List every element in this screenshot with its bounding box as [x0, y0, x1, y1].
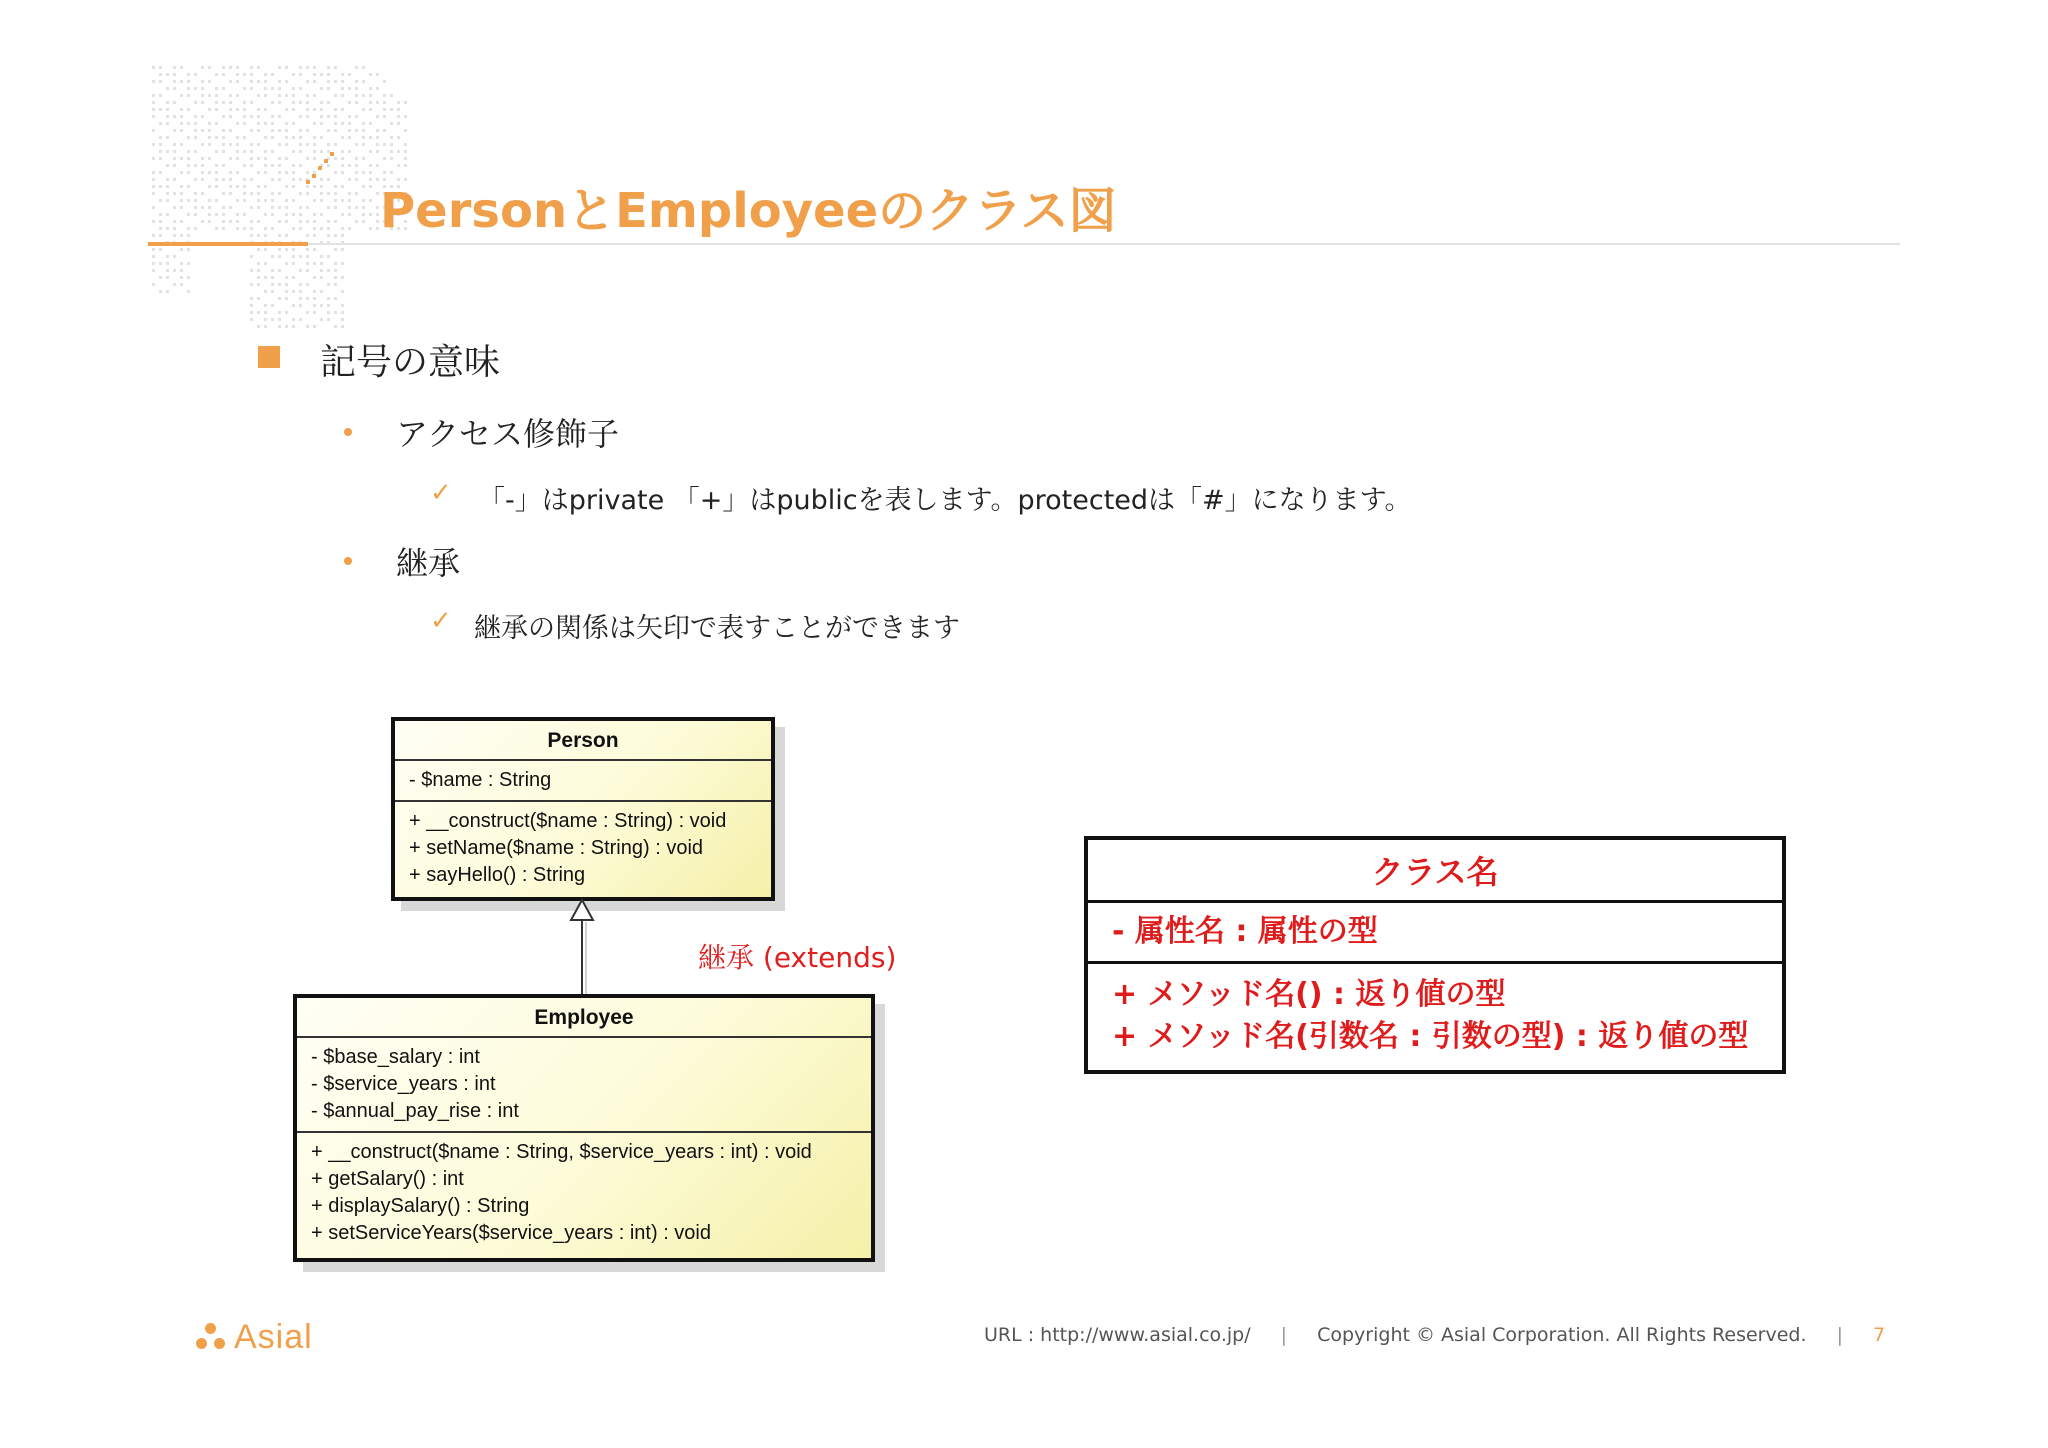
uml-operation: + setName($name : String) : void [409, 837, 704, 859]
dot-bullet-icon [344, 557, 352, 565]
legend-operations [1088, 964, 1782, 1058]
asial-logo [196, 1318, 313, 1357]
uml-operations [297, 1133, 871, 1253]
footer-copyright: Copyright © Asial Corporation. All Rights Reserved. [1317, 1324, 1807, 1346]
dot-bullet-icon [344, 428, 352, 436]
uml-operation: + __construct($name : String, $service_years : int) : void [311, 1141, 812, 1163]
slide-title: PersonとEmployeeのクラス図 [380, 183, 1117, 239]
uml-class-person [391, 717, 775, 901]
bullet-inheritance: 継承 [396, 544, 461, 582]
check-icon: ✓ [430, 478, 452, 508]
bullet-access-modifier: アクセス修飾子 [396, 415, 620, 453]
logo-dots-icon [196, 1323, 226, 1353]
legend-class-name: クラス名 [1088, 840, 1782, 903]
footer-url: URL : http://www.asial.co.jp/ [984, 1324, 1251, 1346]
uml-attribute: - $service_years : int [311, 1073, 496, 1095]
bullet-access-modifier-detail: 「-」はprivate 「+」はpublicを表します。protectedは「#」になります。 [478, 485, 1412, 516]
uml-operations [395, 802, 771, 895]
bullet-inheritance-detail: 継承の関係は矢印で表すことができます [474, 613, 960, 644]
uml-class-name: Employee [297, 998, 871, 1038]
legend-attribute: - 属性名 : 属性の型 [1088, 903, 1782, 964]
uml-attribute: - $base_salary : int [311, 1046, 480, 1068]
uml-operation: + setServiceYears($service_years : int) : void [311, 1222, 711, 1244]
uml-class-employee [293, 994, 875, 1262]
uml-operation: + sayHello() : String [409, 864, 586, 886]
title-underline-accent [148, 242, 308, 246]
footer-separator: | [1280, 1324, 1288, 1346]
uml-operation: + displaySalary() : String [311, 1195, 530, 1217]
uml-notation-legend [1084, 836, 1786, 1074]
uml-operation: + getSalary() : int [311, 1168, 464, 1190]
uml-class-name: Person [395, 721, 771, 761]
check-icon: ✓ [430, 606, 452, 636]
inheritance-label: 継承 (extends) [698, 941, 897, 974]
page-number: 7 [1873, 1324, 1886, 1346]
footer-separator: | [1836, 1324, 1843, 1346]
uml-attribute: - $annual_pay_rise : int [311, 1100, 519, 1122]
title-underline [148, 243, 1900, 245]
legend-operation: + メソッド名(引数名 : 引数の型) : 返り値の型 [1112, 1019, 1749, 1054]
square-bullet-icon [258, 346, 280, 368]
uml-attribute: - $name : String [409, 769, 552, 791]
inheritance-arrow [560, 898, 602, 998]
legend-operation: + メソッド名() : 返り値の型 [1112, 977, 1506, 1012]
uml-operation: + __construct($name : String) : void [409, 810, 727, 832]
footer [984, 1324, 1885, 1346]
uml-attributes [395, 761, 771, 802]
logo-text: Asial [234, 1318, 313, 1356]
uml-attributes [297, 1038, 871, 1133]
section-heading: 記号の意味 [320, 342, 501, 383]
